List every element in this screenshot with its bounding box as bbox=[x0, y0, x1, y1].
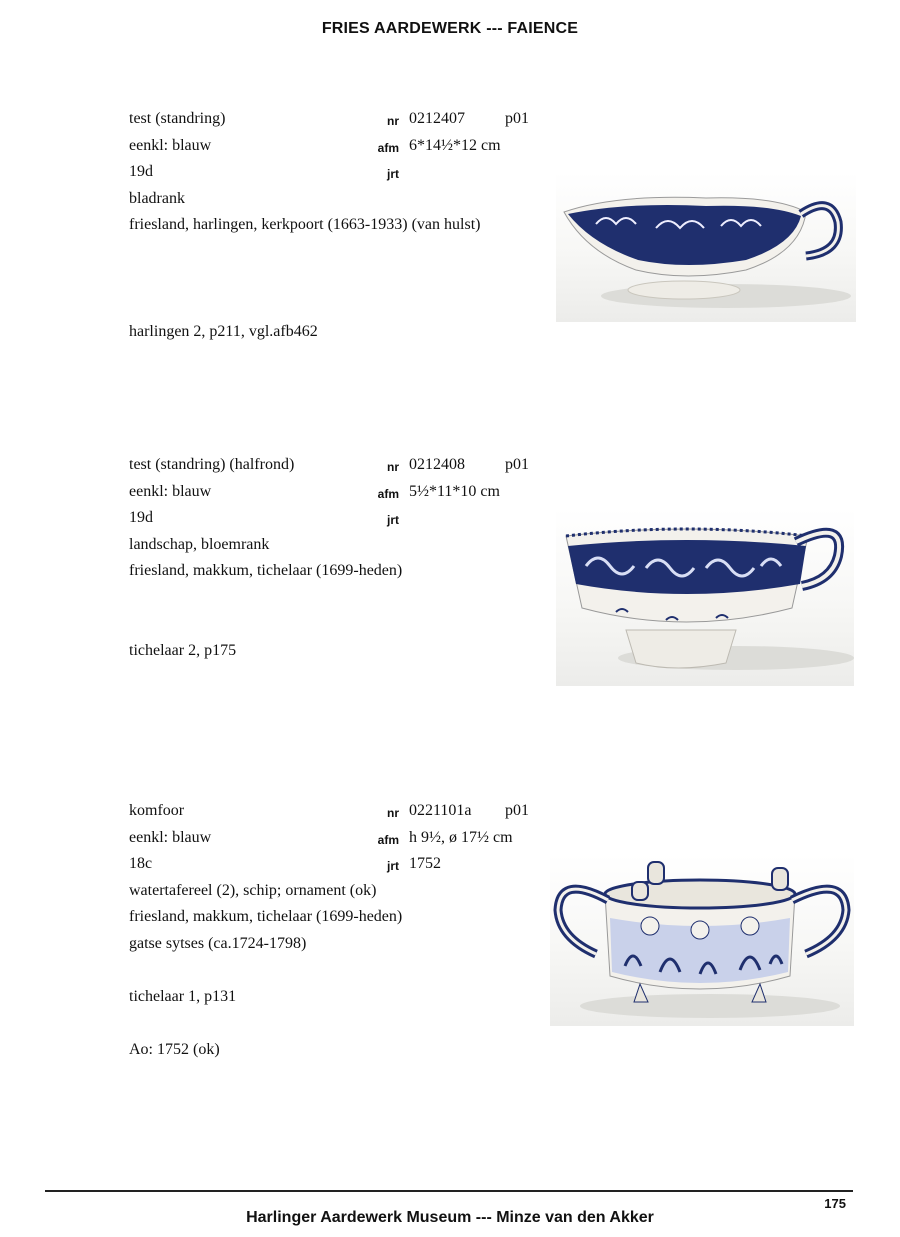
field-value-afm: 6*14½*12 cm bbox=[409, 136, 501, 154]
sauce-boat-photo bbox=[556, 172, 856, 322]
field-value-datering: 18c bbox=[129, 855, 153, 873]
field-value-nr: 0212407 bbox=[409, 110, 465, 127]
field-value-voorwerp: komfoor bbox=[129, 802, 185, 819]
field-value-nr: 0221101a bbox=[409, 802, 472, 819]
field-label-afm: afm bbox=[377, 486, 399, 501]
catalog-entry bbox=[0, 802, 900, 1072]
catalog-entry bbox=[0, 456, 900, 726]
brazier-illustration bbox=[550, 854, 854, 1026]
field-label-jrt: jrt bbox=[387, 513, 399, 528]
field-value-afm: 5½*11*10 cm bbox=[409, 482, 500, 500]
field-value-literatuur: tichelaar 2, p175 bbox=[129, 642, 237, 660]
field-label-nr: nr bbox=[387, 114, 399, 128]
field-value-page: p01 bbox=[505, 456, 529, 473]
field-value-jrt: 1752 bbox=[409, 855, 441, 873]
bowl-illustration bbox=[556, 508, 854, 686]
field-label-afm: afm bbox=[377, 832, 399, 847]
field-value-kleur: eenkl: blauw bbox=[129, 828, 212, 846]
field-value-literatuur: tichelaar 1, p131 bbox=[129, 988, 237, 1006]
field-value-nr: 0212408 bbox=[409, 456, 465, 473]
field-value-page: p01 bbox=[505, 110, 529, 127]
footer-text: Harlinger Aardewerk Museum --- Minze van den Akker bbox=[246, 1209, 654, 1226]
opschrift-note: (ok) bbox=[193, 1041, 220, 1059]
field-value-datering: 19d bbox=[129, 509, 153, 527]
field-value-opmerking: harlingen 2, p211, vgl.afb462 bbox=[129, 322, 318, 340]
field-value-page: p01 bbox=[505, 802, 529, 819]
field-value-afm: h 9½, ø 17½ cm bbox=[409, 828, 513, 846]
footer-divider bbox=[45, 1190, 853, 1192]
field-value-voorwerp: test (standring) bbox=[129, 110, 226, 127]
field-value-fabrikaat: friesland, makkum, tichelaar (1699-heden) bbox=[129, 908, 403, 926]
field-label-afm: afm bbox=[377, 140, 399, 155]
page-number: 175 bbox=[824, 1196, 846, 1211]
field-label-nr: nr bbox=[387, 806, 399, 820]
field-value-kleur: eenkl: blauw bbox=[129, 482, 212, 500]
field-label-jrt: jrt bbox=[387, 167, 399, 182]
field-value-voorstelling: bladrank bbox=[129, 189, 185, 207]
field-value-opschrift bbox=[129, 1041, 220, 1059]
sauce-boat-illustration bbox=[556, 172, 856, 322]
bowl-with-handle-photo bbox=[556, 508, 854, 686]
field-label-nr: nr bbox=[387, 460, 399, 474]
opschrift-inscription: Ao: 1752 bbox=[129, 1041, 189, 1059]
field-value-fabrikaat: friesland, makkum, tichelaar (1699-heden) bbox=[129, 562, 403, 580]
field-value-fabrikaat: friesland, harlingen, kerkpoort (1663-1933) (van hulst) bbox=[129, 216, 481, 234]
brazier-photo bbox=[550, 854, 854, 1026]
field-value-voorstelling: landschap, bloemrank bbox=[129, 535, 270, 553]
field-value-voorstelling: watertafereel (2), schip; ornament (ok) bbox=[129, 881, 377, 899]
page-title: FRIES AARDEWERK --- FAIENCE bbox=[321, 20, 579, 37]
field-label-jrt: jrt bbox=[387, 859, 399, 874]
field-value-kleur: eenkl: blauw bbox=[129, 136, 212, 154]
catalog-entry bbox=[0, 110, 900, 380]
field-value-datering: 19d bbox=[129, 163, 153, 181]
field-value-voorwerp: test (standring) (halfrond) bbox=[129, 456, 295, 473]
field-value-schilder: gatse sytses (ca.1724-1798) bbox=[129, 935, 307, 952]
